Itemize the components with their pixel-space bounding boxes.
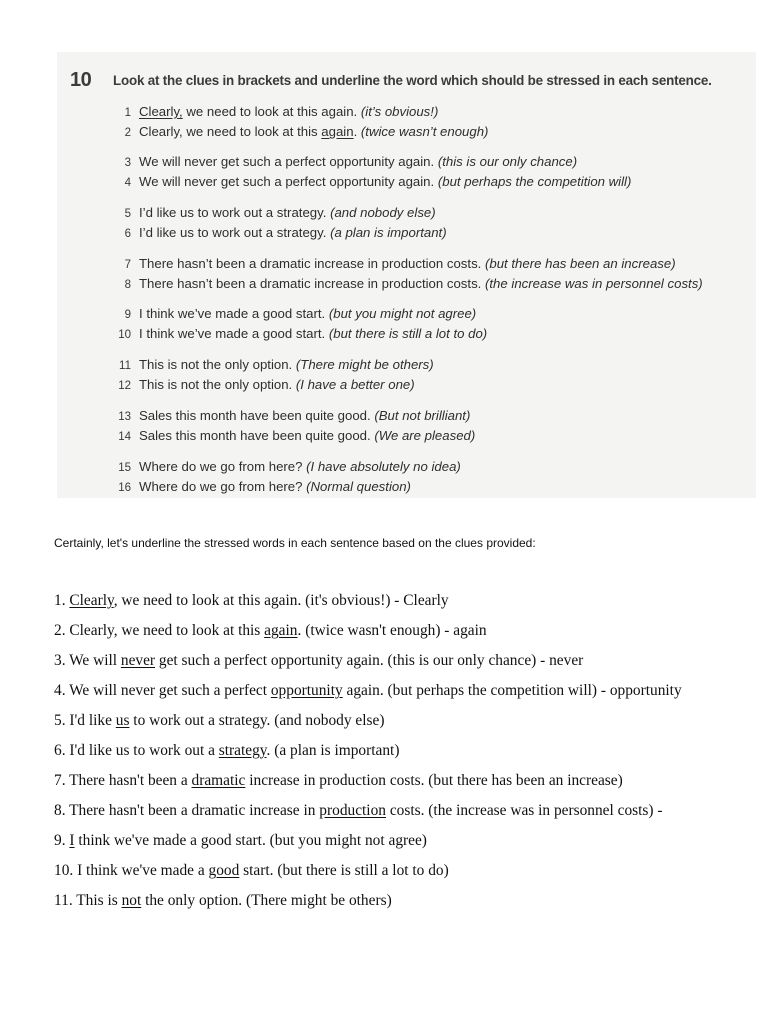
sentence-number: 13	[118, 411, 131, 423]
sentence-clue: (a plan is important)	[330, 225, 447, 240]
sentence-number: 9	[124, 309, 131, 321]
underlined-word: again	[321, 124, 354, 139]
sentence-text: Clearly, we need to look at this	[139, 124, 322, 139]
answer-text: costs. (the increase was in personnel costs) -	[385, 802, 663, 819]
stressed-word: I	[69, 832, 75, 849]
sentence-text: Sales this month have been quite good.	[139, 428, 375, 443]
answer-item	[54, 800, 714, 821]
answer-text: . (a plan is important)	[266, 742, 400, 759]
sentence-row	[109, 275, 703, 293]
answer-item	[54, 680, 714, 701]
answer-text: the only option. (There might be others)	[141, 892, 392, 909]
sentence-number: 10	[118, 329, 131, 341]
sentence-clue: (There might be others)	[295, 357, 434, 372]
answer-item	[54, 830, 714, 851]
sentence-text: This is not the only option.	[139, 377, 296, 392]
sentence-text: This is not the only option.	[139, 357, 296, 372]
sentence-number: 14	[118, 431, 131, 443]
sentence-row	[109, 458, 461, 476]
sentence-row	[109, 478, 411, 496]
sentence-clue: (but there is still a lot to do)	[328, 326, 488, 341]
answer-text: get such a perfect opportunity again. (this is our only chance) - never	[155, 652, 584, 669]
stressed-word: opportunity	[270, 682, 343, 699]
answer-text: 4. We will never get such a perfect	[54, 682, 271, 699]
stressed-word: Clearly	[69, 592, 114, 609]
sentence-text: We will never get such a perfect opportunity again.	[139, 174, 438, 189]
answer-text: , we need to look at this again. (it's obvious!) - Clearly	[113, 592, 449, 609]
answer-text: 11. This is	[54, 892, 122, 909]
sentence-text: I think we’ve made a good start.	[139, 326, 329, 341]
answer-text: again. (but perhaps the competition will) - opportunity	[342, 682, 682, 699]
sentence-number: 16	[118, 482, 131, 494]
sentence-text: I’d like us to work out a strategy.	[139, 205, 331, 220]
answer-item	[54, 590, 714, 611]
answer-text: 5. I'd like	[54, 712, 116, 729]
sentence-clue: (We are pleased)	[374, 428, 476, 443]
exercise-heading: Look at the clues in brackets and underline the word which should be stressed in each sentence.	[113, 73, 712, 88]
sentence-text: .	[353, 124, 361, 139]
answer-item	[54, 890, 714, 911]
stressed-word: never	[120, 652, 156, 669]
answer-text: to work out a strategy. (and nobody else)	[129, 712, 385, 729]
answer-text: 9.	[54, 832, 70, 849]
sentence-number: 7	[124, 259, 131, 271]
sentence-row	[109, 325, 487, 343]
answer-item	[54, 740, 714, 761]
sentence-row	[109, 427, 475, 445]
sentence-text: I think we’ve made a good start.	[139, 306, 329, 321]
answer-item	[54, 650, 714, 671]
sentence-clue: (Normal question)	[306, 479, 411, 494]
underlined-word: Clearly,	[139, 104, 183, 119]
sentence-row	[109, 305, 476, 323]
answer-item	[54, 770, 714, 791]
answer-list	[54, 590, 714, 920]
answer-text: 1.	[54, 592, 70, 609]
sentence-clue: (but perhaps the competition will)	[437, 174, 632, 189]
sentence-clue: (I have absolutely no idea)	[306, 459, 461, 474]
sentence-clue: (it’s obvious!)	[360, 104, 439, 119]
sentence-number: 6	[124, 228, 131, 240]
sentence-row	[109, 103, 438, 121]
sentence-number: 4	[124, 177, 131, 189]
sentence-row	[109, 255, 676, 273]
answer-text: 7. There hasn't been a	[54, 772, 192, 789]
textbook-scan	[57, 52, 756, 498]
stressed-word: not	[121, 892, 142, 909]
answer-text: think we've made a good start. (but you might not agree)	[74, 832, 427, 849]
sentence-clue: (but you might not agree)	[328, 306, 477, 321]
answer-intro: Certainly, let's underline the stressed words in each sentence based on the clues provided:	[54, 536, 536, 550]
exercise-number: 10	[70, 69, 92, 91]
sentence-text: We will never get such a perfect opportunity again.	[139, 154, 438, 169]
stressed-word: us	[115, 712, 130, 729]
answer-text: 8. There hasn't been a dramatic increase in	[54, 802, 320, 819]
sentence-text: we need to look at this again.	[182, 104, 361, 119]
sentence-number: 1	[124, 107, 131, 119]
sentence-number: 8	[124, 279, 131, 291]
answer-text: 10. I think we've made a	[54, 862, 209, 879]
sentence-number: 3	[124, 157, 131, 169]
sentence-text: Where do we go from here?	[139, 479, 307, 494]
sentence-clue: (this is our only chance)	[437, 154, 578, 169]
stressed-word: dramatic	[191, 772, 246, 789]
sentence-clue: (I have a better one)	[295, 377, 415, 392]
sentence-clue: (twice wasn’t enough)	[360, 124, 489, 139]
sentence-number: 2	[124, 127, 131, 139]
sentence-number: 12	[118, 380, 131, 392]
sentence-row	[109, 153, 577, 171]
sentence-row	[109, 173, 631, 191]
sentence-row	[109, 204, 436, 222]
sentence-row	[109, 407, 470, 425]
sentence-text: I’d like us to work out a strategy.	[139, 225, 331, 240]
sentence-number: 15	[118, 462, 131, 474]
sentence-number: 11	[119, 360, 131, 372]
stressed-word: good	[208, 862, 240, 879]
sentence-row	[109, 356, 434, 374]
answer-text: 6. I'd like us to work out a	[54, 742, 219, 759]
sentence-text: Where do we go from here?	[139, 459, 307, 474]
answer-text: . (twice wasn't enough) - again	[297, 622, 487, 639]
sentence-text: Sales this month have been quite good.	[139, 408, 375, 423]
answer-item	[54, 710, 714, 731]
sentence-number: 5	[124, 208, 131, 220]
sentence-clue: (and nobody else)	[330, 205, 436, 220]
sentence-text: There hasn’t been a dramatic increase in production costs.	[139, 276, 485, 291]
answer-text: increase in production costs. (but there has been an increase)	[245, 772, 623, 789]
sentence-clue: (but there has been an increase)	[485, 256, 676, 271]
answer-text: start. (but there is still a lot to do)	[239, 862, 449, 879]
stressed-word: again	[264, 622, 298, 639]
sentence-clue: (But not brilliant)	[374, 408, 471, 423]
sentence-row	[109, 376, 415, 394]
stressed-word: strategy	[218, 742, 267, 759]
sentence-row	[109, 224, 447, 242]
answer-item	[54, 620, 714, 641]
stressed-word: production	[319, 802, 386, 819]
sentence-text: There hasn’t been a dramatic increase in production costs.	[139, 256, 485, 271]
answer-text: 2. Clearly, we need to look at this	[54, 622, 265, 639]
answer-text: 3. We will	[54, 652, 121, 669]
answer-item	[54, 860, 714, 881]
sentence-row	[109, 123, 488, 141]
sentence-clue: (the increase was in personnel costs)	[485, 276, 703, 291]
